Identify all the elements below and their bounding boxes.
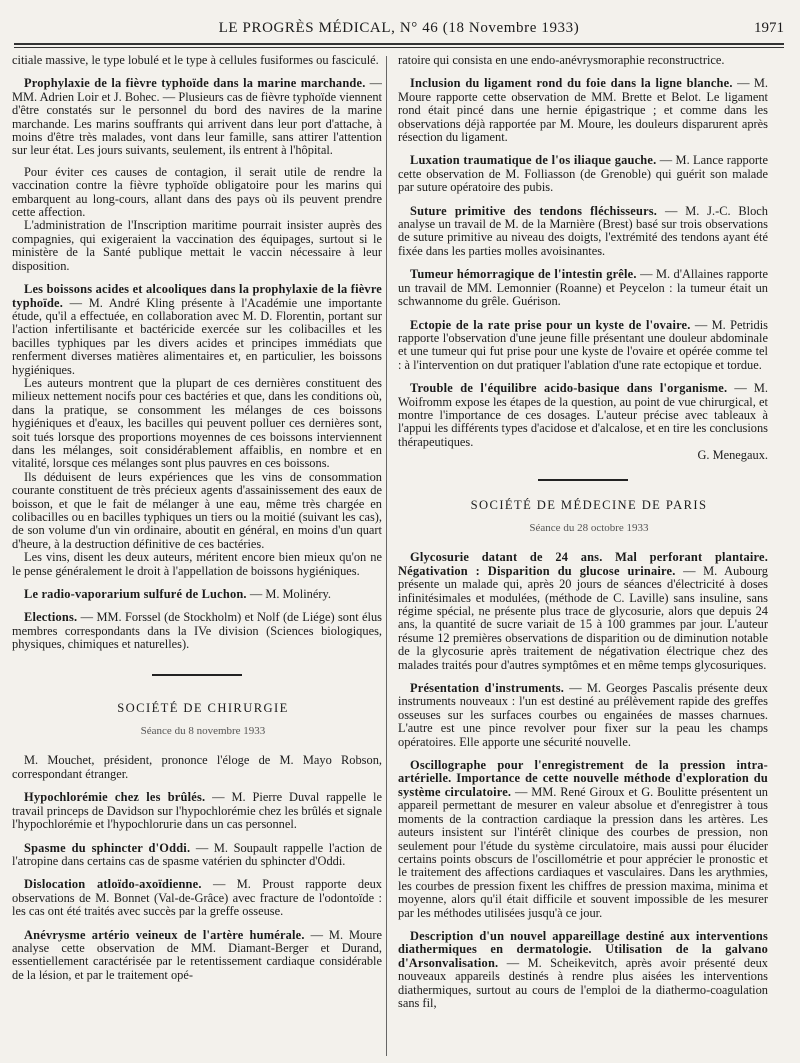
article-text: — M. Aubourg présente un malade qui, après 20 jours de séances d'électricité à doses infinitésimales et modulées, (méthode de C. Laville) sans insuline, sans régime spécial, ne présente plus trace de glycosurie, alors que depuis 24 ans, la quantité de sucre variait de 15 à 100 grammes par jour. L'auteur résume 12 premières observations de disparition ou de diminution notable de la glycosurie après traitement de négativation électrique chez des malades traités pour d'autres symptômes et en même temps glycosuriques. xyxy=(398,563,768,672)
article-paragraph xyxy=(398,205,768,259)
society-heading: SOCIÉTÉ DE CHIRURGIE xyxy=(117,700,289,715)
article-text: — MM. Adrien Loir et J. Bohec. — Plusieurs cas de fièvre typhoïde viennent d'être constatés sur le personnel du bord des navires de la marine marchande. Les marins souffrants qui arrivent dans leur port d'attache, à moins d'être très malades, vont dans leur famille, sans attirer l'attention sur leur état. Les jours suivants, seulement, ils entrent à l'hôpital. xyxy=(12,76,382,158)
article-text: — MM. René Giroux et G. Boulitte présentent un appareil permettant de mesurer en valeur absolue et d'enregistrer à tous moments de la contraction cardiaque la pression dans les artères. Les auteurs insistent sur l'intérêt clinique des courbes de pression, non seulement pour l'étude du système circulatoire, mais aussi pour élucider certains points obscurs de l'oscillométrie et pour apprécier le pronostic et le traitement des affections cardiaques et vasculaires. Dans les arythmies, les courbes de pression fixent les chiffres de pression maxima, minima et moyenne, alors qu'il était difficile et souvent impossible de les mesurer par les méthodes utilisées jusqu'à ce jour. xyxy=(398,784,768,920)
article-paragraph xyxy=(12,929,382,983)
paragraph: M. Mouchet, président, prononce l'éloge de M. Mayo Robson, correspondant étranger. xyxy=(12,753,382,781)
article-paragraph xyxy=(12,842,382,869)
paragraph: Ils déduisent de leurs expériences que les vins de consommation courante constituent de très précieux agents d'assainissement des eaux de boisson, et que le fait de mélanger à une eau, même très chargée en colibacilles ou en bacilles typhiques un tiers ou la moitié (suivant les cas), de son volume d'un vin ordinaire, aboutit en général, en moins d'un quart d'heure, à la destruction définitive de ces bactéries. xyxy=(12,469,382,551)
article-text: — M. d'Allaines rapporte un travail de MM. Lemonnier (Roanne) et Peycelon : la tumeur était un schwannome du grêle. Guérison. xyxy=(398,267,768,309)
paragraph: citiale massive, le type lobulé et le type à cellules fusiformes ou fasciculé. xyxy=(12,54,379,67)
article-heading: Les boissons acides et alcooliques dans la prophylaxie de la fièvre typhoïde. xyxy=(12,282,382,310)
article-text: — M. André Kling présente à l'Académie une importante étude, qu'il a effectuée, en collaboration avec M. D. Florentin, portant sur l'action infertilisante et bactéricide exercée sur les colibacilles et les bacilles typhiques par les divers acides et principes immédiats que renferment diverses matières alimentaires et, en particulier, les boissons hygiéniques. xyxy=(12,295,382,377)
article-paragraph xyxy=(398,268,768,308)
header-rule-thick xyxy=(14,43,784,45)
article-heading: Trouble de l'équilibre acido-basique dans l'organisme. xyxy=(410,381,728,396)
section-separator xyxy=(538,479,628,481)
left-column xyxy=(12,54,382,1054)
article-heading: Elections. xyxy=(24,610,78,625)
article-paragraph xyxy=(398,154,768,194)
session-date: Séance du 8 novembre 1933 xyxy=(140,725,266,738)
article-heading: Présentation d'instruments. xyxy=(410,681,565,696)
article-paragraph xyxy=(398,77,768,144)
column-divider xyxy=(386,56,387,1056)
article-text: — M. Moure analyse cette observation de MM. Diamant-Berger et Durand, essentiellement caractérisée par le retentissement cardiaque considérable de la lésion, et par le traitement opé- xyxy=(12,927,382,982)
article-heading: Luxation traumatique de l'os iliaque gauche. xyxy=(410,153,657,168)
article-text: — MM. Forssel (de Stockholm) et Nolf (de Liége) sont élus membres correspondants dans la IVe division (Sciences biologiques, physiques, chimiques et naturelles). xyxy=(12,610,382,652)
article-heading: Oscillographe pour l'enregistrement de la pression intra-artérielle. Importance de cette nouvelle méthode d'exploration du système circulatoire. xyxy=(398,758,768,799)
article-text: — M. Petridis rapporte l'observation d'une jeune fille présentant une douleur abdominale et une tumeur qui fut prise pour une kyste de l'ovaire et opérée comme tel : à l'intervention on dut pratiquer l'ablation d'une rate ectopique et tordue. xyxy=(398,317,768,372)
article-text: — M. Lance rapporte cette observation de M. Folliasson (de Grenoble) qui guérit son malade par suture opératoire des pubis. xyxy=(398,153,768,195)
article-heading: Anévrysme artério veineux de l'artère humérale. xyxy=(24,927,305,942)
article-paragraph xyxy=(398,382,768,449)
article-heading: Inclusion du ligament rond du foie dans la ligne blanche. xyxy=(410,76,733,91)
article-heading: Description d'un nouvel appareillage destiné aux interventions diathermiques en dermatologie. Utilisation de la galvano d'Arsonvalisation. xyxy=(398,928,768,970)
article-paragraph xyxy=(398,319,768,373)
paragraph: ratoire qui consista en une endo-anévrysmoraphie reconstructrice. xyxy=(398,54,725,67)
article-text: — M. Soupault rappelle l'action de l'atropine dans certains cas de spasme vatérien du sphincter d'Oddi. xyxy=(12,840,382,868)
article-text: — M. Pierre Duval rappelle le travail princeps de Davidson sur l'hypochlorémie chez les brûlés et signale l'hypochlorémie et l'hypochlorurie dans un cas personnel. xyxy=(12,790,382,832)
article-heading: Dislocation atloïdo-axoïdienne. xyxy=(24,877,202,892)
article-paragraph xyxy=(12,77,382,157)
article-text: — M. Moure rapporte cette observation de MM. Brette et Belot. Le ligament rond était pincé dans une hernie épigastrique ; et comme dans les observations déjà rapportée par M. Moure, les douleurs disparurent après résection du ligament. xyxy=(398,76,768,145)
article-text: — M. J.-C. Bloch analyse un travail de M. de la Marnière (Brest) basé sur trois observations de suture primitive au niveau des doigts, l'extrémité des tendons ayant été fixée dans les parties molles avoisinantes. xyxy=(398,203,768,258)
paragraph: Les auteurs montrent que la plupart de ces dernières constituent des milieux nettement nocifs pour ces bactéries et que, dans les conditions où, dans la pratique, se consomment les mélanges de ces boissons hygiéniques et d'eaux, les bacilles qui peuvent polluer ces dernières sont, soit tués lorsque des proportions moyennes de ces boissons interviennent dans les mélanges, soit considérablement affaiblis, en nombre et en vitalité, lorsque ces mélanges sont plus pauvres en ces boissons. xyxy=(12,375,382,471)
article-paragraph xyxy=(12,283,382,377)
session-date: Séance du 28 octobre 1933 xyxy=(529,521,649,534)
page-number: 1971 xyxy=(754,20,784,36)
article-text: — M. Molinéry. xyxy=(246,587,331,602)
article-paragraph xyxy=(398,759,768,920)
paragraph: L'administration de l'Inscription maritime pourrait insister auprès des compagnies, qui exigeraient la vaccination des équipages, surtout si le ministère de la Santé publique mettait le vaccin nécessaire à leur disposition. xyxy=(12,218,382,273)
header-rule-thin xyxy=(14,47,784,48)
society-heading: SOCIÉTÉ DE MÉDECINE DE PARIS xyxy=(470,497,708,512)
article-text: — M. Woifromm expose les étapes de la question, au point de vue chirurgical, et montre l'importance de ces dosages. L'auteur précise avec tableaux à l'appui les différents types d'acidose et d'alcalose, et en tire les conclusions thérapeutiques. xyxy=(398,381,768,449)
article-paragraph xyxy=(398,930,768,1010)
paragraph: Pour éviter ces causes de contagion, il serait utile de rendre la vaccination contre la fièvre typhoïde obligatoire pour les marins qui embarquent au long-cours, allant dans des pays où ils peuvent prendre cette affection. xyxy=(12,164,382,220)
article-heading: Prophylaxie de la fièvre typhoïde dans la marine marchande. xyxy=(24,76,366,91)
article-heading: Glycosurie datant de 24 ans. Mal perforant plantaire. Négativation : Disparition du glucose urinaire. xyxy=(398,550,768,578)
article-paragraph xyxy=(12,791,382,831)
article-heading: Le radio-vaporarium sulfuré de Luchon. xyxy=(24,587,247,602)
article-paragraph xyxy=(12,611,382,651)
article-heading: Suture primitive des tendons fléchisseurs. xyxy=(410,203,658,218)
article-text: — M. Proust rapporte deux observations de M. Bonnet (Val-de-Grâce) avec fracture de l'odontoïde : les cas ont été traités avec succès par la greffe osseuse. xyxy=(12,877,382,919)
running-title: LE PROGRÈS MÉDICAL, N° 46 (18 Novembre 1933) xyxy=(218,20,580,36)
article-heading: Ectopie de la rate prise pour un kyste de l'ovaire. xyxy=(410,317,691,332)
author-signature: G. Menegaux. xyxy=(697,448,768,463)
article-text: — M. Georges Pascalis présente deux instruments nouveaux : l'un est destiné au prélèvement rapide des greffes osseuses sur les surfaces courbes ou engainées de masses charnues. L'autre est une pince revolver pour fixer sur la peau les champs opératoires. Elle apporte une sécurité nouvelle. xyxy=(398,681,768,749)
right-column xyxy=(398,54,768,1054)
paragraph: Les vins, disent les deux auteurs, méritent encore bien mieux qu'on ne le pense généralement le droit à l'appellation de boissons hygiéniques. xyxy=(12,550,382,578)
article-paragraph xyxy=(12,878,382,918)
article-heading: Hypochlorémie chez les brûlés. xyxy=(24,790,206,805)
article-text: — M. Scheikevitch, après avoir présenté deux nouveaux appareils destinés à rendre plus aisées les interventions diathermiques, surtout au cours de l'emploi de la diathermo-coagulation sans fil, xyxy=(398,955,768,1010)
section-separator xyxy=(152,674,242,676)
article-paragraph xyxy=(398,551,768,672)
article-heading: Spasme du sphincter d'Oddi. xyxy=(24,840,191,855)
article-paragraph xyxy=(12,588,382,601)
article-paragraph xyxy=(398,682,768,749)
article-heading: Tumeur hémorragique de l'intestin grêle. xyxy=(410,267,637,282)
page-header xyxy=(14,20,784,42)
